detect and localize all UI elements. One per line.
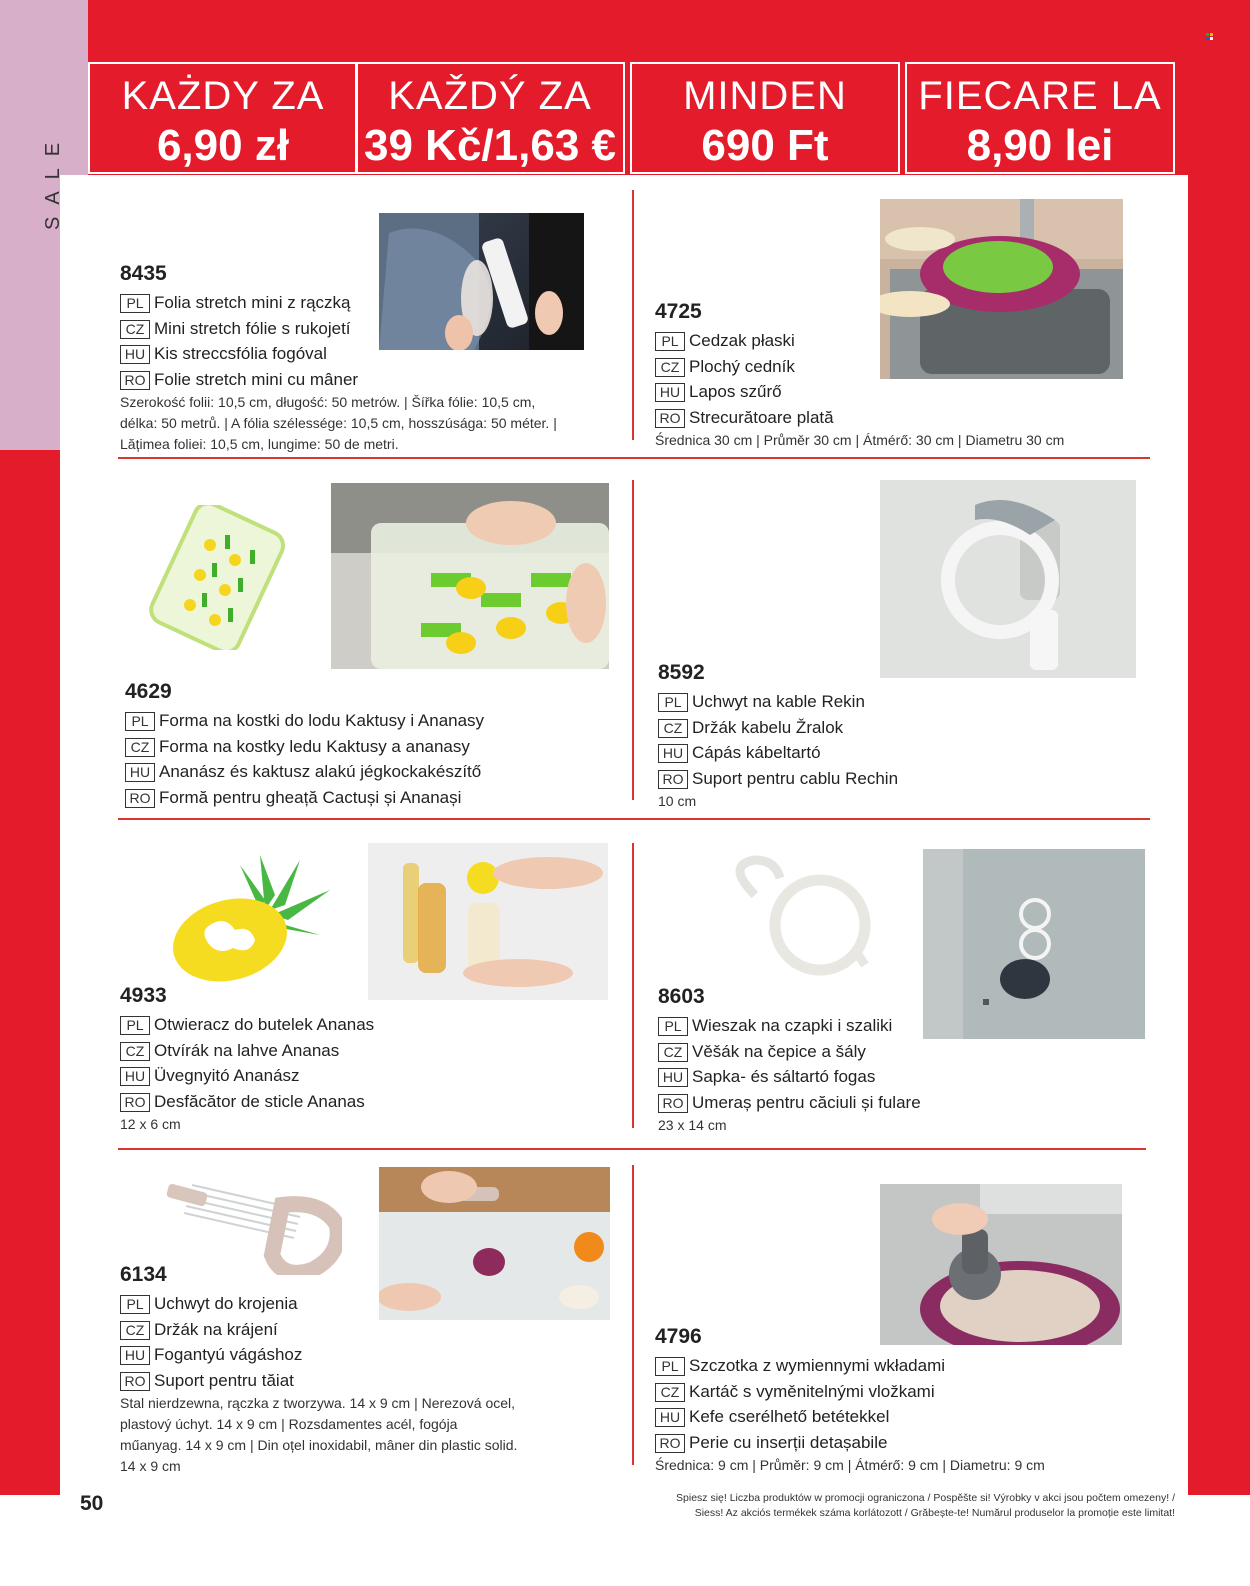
product-name: Perie cu inserții detașabile [689,1432,888,1452]
name-ro [658,766,898,792]
row-divider [118,457,1150,459]
lang-badge: PL [120,1295,150,1314]
name-cz [655,354,1064,380]
product-name: Forma na kostki do lodu Kaktusy i Ananasy [159,711,485,730]
lang-badge: RO [125,789,155,808]
product-name: Umeraș pentru căciuli și fulare [692,1092,921,1112]
name-hu [658,1064,921,1090]
product-name: Formă pentru gheață Cactuși și Ananași [159,787,462,807]
product-name: Lapos szűrő [689,382,782,401]
product-name: Szczotka z wymiennymi wkładami [689,1356,946,1375]
name-cz [658,715,898,741]
ice-tray-product-image [140,505,300,650]
footer-line: Siess! Az akciós termékek száma korlátozott / Grăbește-te! Numărul produselor la promoție este limitat! [694,1507,1175,1519]
name-hu [125,759,484,785]
column-divider [632,480,634,800]
hat-hanger-product-image [715,855,895,985]
price-box-hu [630,62,900,174]
lang-badge: CZ [120,1321,150,1340]
product-name: Ananász és kaktusz alakú jégkockakészítő [159,762,482,781]
product-name: Suport pentru tăiat [154,1370,294,1390]
product-name: Üvegnyitó Ananász [154,1066,300,1085]
lang-badge: RO [120,371,150,390]
lang-badge: PL [658,1017,688,1036]
name-hu [655,379,1064,405]
product-name: Strecurătoare plată [689,407,834,427]
name-ro [655,405,1064,431]
product-8435 [120,262,560,455]
ice-tray-photo [331,483,609,669]
price-value: 39 Kč/1,63 € [364,121,616,170]
product-description: Średnica 30 cm | Průměr 30 cm | Átmérő: 30 cm | Diametru 30 cm [655,432,1065,448]
lang-badge: PL [655,1357,685,1376]
brush-photo [880,1184,1122,1345]
name-ro [120,1368,520,1394]
product-code: 6134 [120,1263,167,1286]
name-pl [120,1012,374,1038]
product-code: 8435 [120,262,167,285]
name-ro [658,1090,921,1116]
price-label: KAŻDY ZA [121,74,325,118]
lang-badge: HU [655,383,685,402]
product-8592 [658,661,898,812]
name-cz [655,1379,1045,1405]
price-box-ro [905,62,1175,174]
column-divider [632,190,634,440]
product-name: Otvírák na lahve Ananas [154,1040,340,1060]
product-name: Uchwyt do krojenia [154,1294,298,1313]
product-name: Plochý cedník [689,356,795,376]
row-divider [118,1148,1146,1150]
product-code: 8592 [658,661,705,684]
row-divider [118,818,1150,820]
hat-hanger-photo [923,849,1145,1039]
price-label: FIECARE LA [918,74,1162,118]
footer-disclaimer [615,1491,1175,1521]
lang-badge: CZ [120,320,150,339]
lang-badge: PL [120,1016,150,1035]
name-ro [655,1430,1045,1456]
price-value: 8,90 lei [966,121,1114,170]
lang-badge: CZ [655,358,685,377]
lang-badge: CZ [125,738,155,757]
name-hu [655,1404,1045,1430]
lang-badge: HU [655,1408,685,1427]
product-code: 8603 [658,985,705,1008]
name-cz [125,734,484,760]
product-name: Uchwyt na kable Rekin [692,692,865,711]
name-cz [120,1317,520,1343]
product-4629 [125,680,484,810]
price-box-cz [355,62,625,174]
footer-line: Spiesz się! Liczba produktów w promocji ograniczona / Pospěšte si! Výrobky v akci jsou počtem omezeny! / [676,1492,1175,1504]
product-4725 [655,300,1064,451]
product-description: 12 x 6 cm [120,1116,181,1132]
pineapple-opener-product-image [170,850,335,985]
name-cz [658,1039,921,1065]
left-red-band [0,450,60,1495]
product-description: 10 cm [658,793,697,809]
lang-badge: HU [658,1068,688,1087]
price-label: MINDEN [683,74,847,118]
page-number: 50 [80,1492,104,1515]
name-hu [658,740,898,766]
product-code: 4933 [120,984,167,1007]
product-code: 4629 [125,680,172,703]
product-name: Forma na kostky ledu Kaktusy a ananasy [159,736,470,756]
product-name: Mini stretch fólie s rukojetí [154,318,351,338]
product-description: Średnica: 9 cm | Průměr: 9 cm | Átmérő: 9 cm | Diametru: 9 cm [655,1457,1045,1473]
product-4796 [655,1325,1045,1476]
lang-badge: RO [655,409,685,428]
lang-badge: HU [120,1346,150,1365]
product-name: Kefe cserélhető betétekkel [689,1407,890,1426]
lang-badge: HU [120,345,150,364]
name-cz [120,316,560,342]
product-name: Otwieracz do butelek Ananas [154,1015,375,1034]
right-red-band [1188,175,1250,1495]
lang-badge: PL [120,294,150,313]
lang-badge: CZ [655,1383,685,1402]
column-divider [632,843,634,1128]
lang-badge: RO [655,1434,685,1453]
lang-badge: CZ [658,1043,688,1062]
name-hu [120,341,560,367]
price-value: 6,90 zł [156,121,290,170]
product-name: Kartáč s vyměnitelnými vložkami [689,1381,935,1401]
name-pl [658,1013,921,1039]
lang-badge: RO [658,770,688,789]
product-name: Kis streccsfólia fogóval [154,344,327,363]
lang-badge: RO [120,1372,150,1391]
price-value: 690 Ft [701,121,829,170]
product-name: Suport pentru cablu Rechin [692,768,899,788]
bottle-opener-photo [368,843,608,1000]
price-box-pl [88,62,358,174]
lang-badge: CZ [658,719,688,738]
price-label: KAŽDÝ ZA [388,74,592,118]
lang-badge: HU [120,1067,150,1086]
product-code: 4796 [655,1325,702,1348]
name-ro [120,1089,374,1115]
product-description: 23 x 14 cm [658,1117,727,1133]
name-ro [120,367,560,393]
lang-badge: RO [120,1093,150,1112]
lang-badge: HU [125,763,155,782]
product-description: Stal nierdzewna, rączka z tworzywa. 14 x 9 cm | Nerezová ocel, plastový úchyt. 14 x 9 cm | Rozsdamentes acél, fogója műanyag. 14 x 9 cm | Din oțel inoxidabil, mâner din plastic solid. 14 x 9 cm [120,1395,518,1474]
product-6134 [120,1263,520,1477]
lang-badge: PL [125,712,155,731]
product-description: Szerokość folii: 10,5 cm, długość: 50 metrów. | Šířka fólie: 10,5 cm, délka: 50 metrů. | A fólia szélessége: 10,5 cm, hosszúsága: 50 méter. | Lățimea foliei: 10,5 cm, lungime: 50 de metri. [120,394,557,452]
product-4933 [120,984,374,1135]
name-pl [655,1353,1045,1379]
slicing-holder-product-image [162,1170,342,1275]
name-pl [125,708,484,734]
name-pl [120,290,560,316]
name-pl [655,328,1064,354]
product-name: Wieszak na czapki i szaliki [692,1016,893,1035]
sale-side-label: SALE [42,130,64,230]
product-name: Držák kabelu Žralok [692,717,844,737]
product-name: Desfăcător de sticle Ananas [154,1091,365,1111]
product-name: Věšák na čepice a šály [692,1041,866,1061]
product-name: Folie stretch mini cu mâner [154,369,359,389]
cable-holder-photo [880,480,1136,678]
product-name: Sapka- és sáltartó fogas [692,1067,876,1086]
product-name: Folia stretch mini z rączką [154,293,351,312]
name-pl [120,1291,520,1317]
name-pl [658,689,898,715]
lang-badge: PL [658,693,688,712]
lang-badge: RO [658,1094,688,1113]
lang-badge: PL [655,332,685,351]
product-name: Cápás kábeltartó [692,743,821,762]
column-divider [632,1165,634,1465]
name-hu [120,1342,520,1368]
brand-logo-icon [1206,33,1213,40]
product-code: 4725 [655,300,702,323]
name-ro [125,785,484,811]
product-name: Fogantyú vágáshoz [154,1345,303,1364]
product-name: Držák na krájení [154,1319,278,1339]
product-8603 [658,985,921,1136]
lang-badge: HU [658,744,688,763]
name-hu [120,1063,374,1089]
product-name: Cedzak płaski [689,331,795,350]
lang-badge: CZ [120,1042,150,1061]
name-cz [120,1038,374,1064]
